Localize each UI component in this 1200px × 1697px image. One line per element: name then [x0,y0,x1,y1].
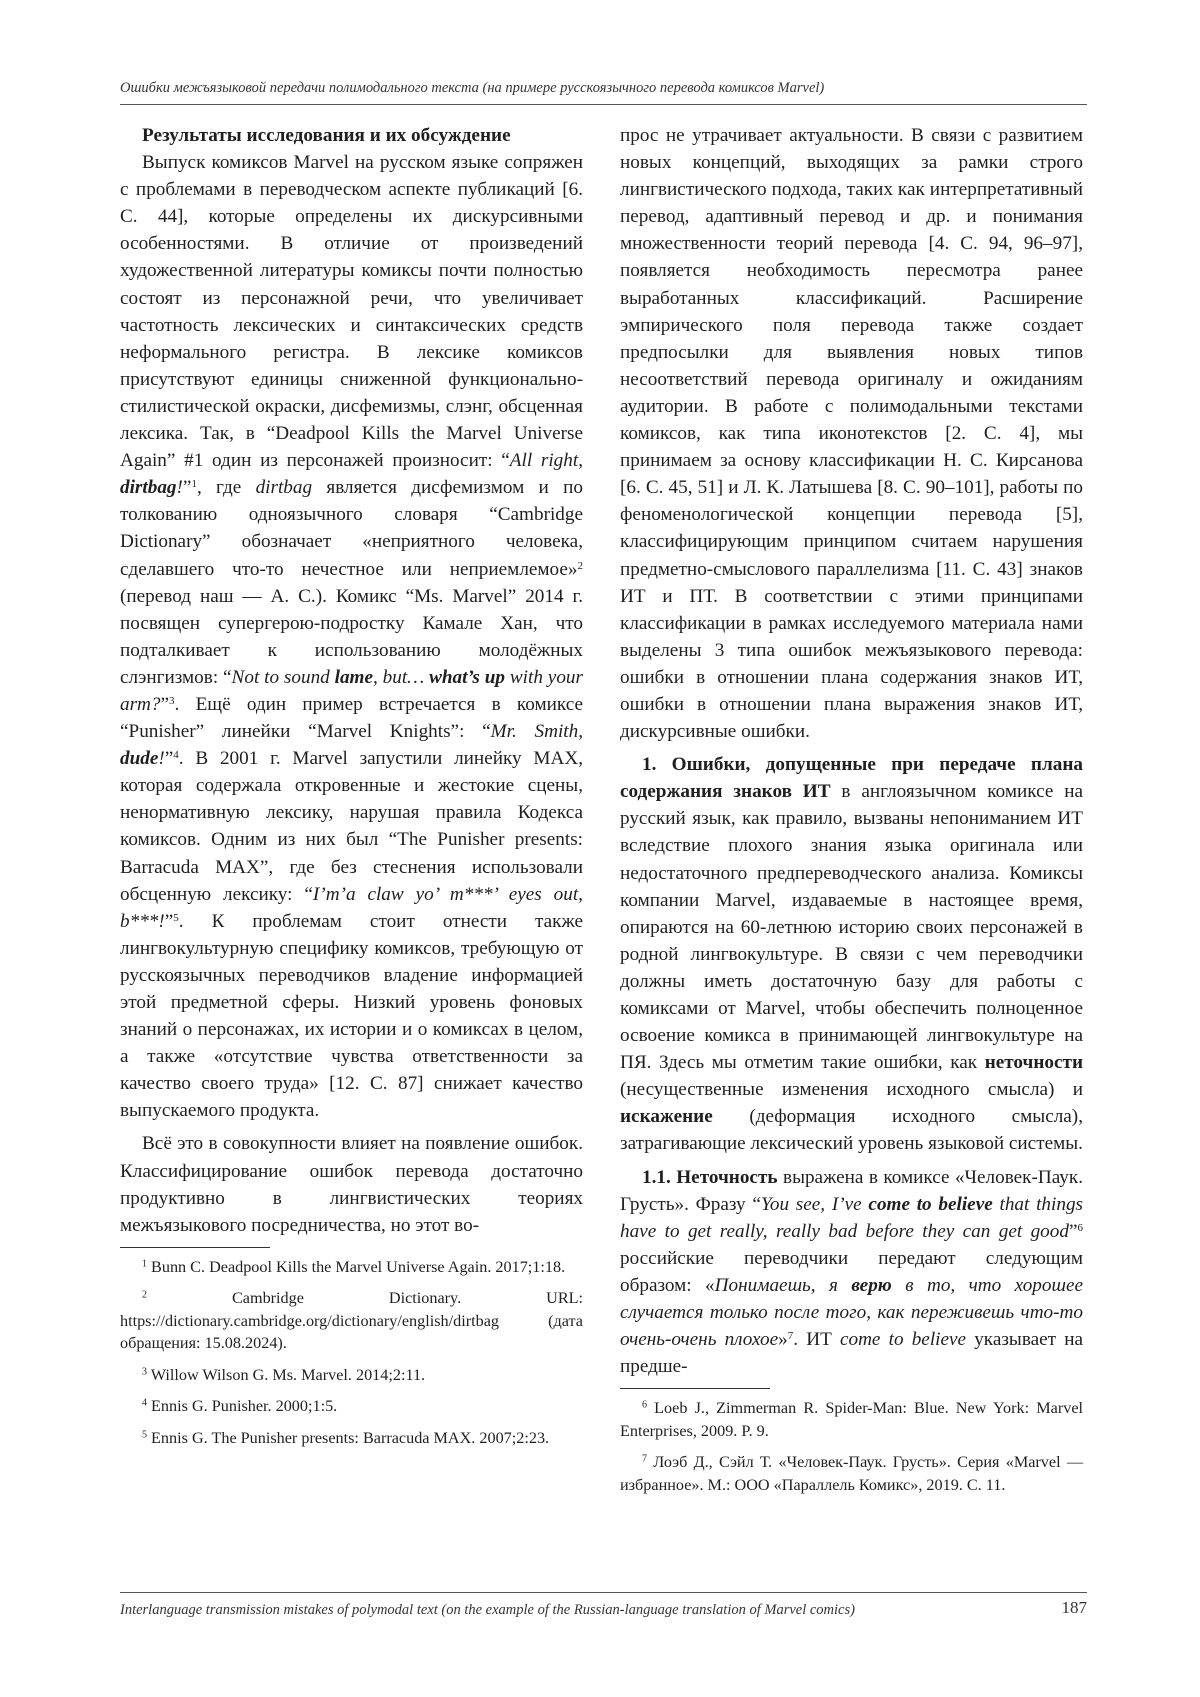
footnote-ref: 5 [173,911,179,924]
section-heading: Результаты исследования и их обсуждение [142,125,511,146]
header-rule [120,104,1087,105]
right-column [620,122,1083,1505]
footnote-rule [620,1388,770,1389]
footnote: $^5$ Ennis G. The Punisher presents: Barracuda MAX. 2007;2:23. [142,1428,550,1447]
footnote-ref: 6 [1077,1221,1083,1234]
footnote: $^6$ Loeb J., Zimmerman R. Spider-Man: Blue. New York: Marvel Enterprises, 2009. P. 9. [620,1399,1083,1440]
footnote-ref: 4 [173,749,179,762]
paragraph: 1. Ошибки, допущенные при передаче плана содержания знаков ИТ в англоязычном комиксе на русский язык, как правило, вызваны непониманием ИТ вследствие плохого знания языка оригинала или недостаточного предпереводческого анализа. Комиксы компании Marvel, издаваемые в настоящее время, опираются на 60-летнюю историю своих персонажей в родной лингвокультуре. В связи с чем переводчики должны иметь достаточную базу для работы с комиксами от Marvel, чтобы обеспечить полноценное освоение комикса в принимающей лингвокультуре на ПЯ. Здесь мы отметим такие ошибки, как неточности (несущественные изменения исходного смысла) и искажение (деформация исходного смысла), затрагивающие лексический уровень языковой системы. [620,754,1084,1155]
paragraph: Всё это в совокупности влияет на появление ошибок. Классифицирование ошибок перевода достаточно продуктивно в лингвистических теориях межъязыкового посредничества, но этот во- [120,1133,583,1236]
running-header: Ошибки межъязыковой передачи полимодального текста (на примере русскоязычного перевода комиксов Marvel) [120,80,825,96]
footnote: $^2$ Cambridge Dictionary. URL: https://dictionary.cambridge.org/dictionary/english/dirtbag (дата обращения: 15.08.2024). [120,1289,583,1353]
footnote-ref: 3 [169,694,175,707]
paragraph: прос не утрачивает актуальности. В связи с развитием новых концепций, выходящих за рамки строго лингвистического подхода, таких как интерпретативный перевод, адаптивный перевод и др. и понимания множественности теорий перевода [4. С. 94, 96–97], появляется необходимость пересмотра ранее выработанных классификаций. Расширение эмпирического поля перевода также создает предпосылки для выявления новых типов несоответствий перевода оригиналу и ожиданиям аудитории. В работе с полимодальными текстами комиксов, как типа иконотекстов [2. С. 4], мы принимаем за основу классификации Н. С. Кирсанова [6. С. 45, 51] и Л. К. Латышева [8. С. 90–101], работы по феноменологической концепции перевода [5], классифицирующим принципом считаем нарушения предметно-смыслового параллелизма [11. С. 43] знаков ИТ и ПТ. В соответствии с этими принципами классификации в рамках исследуемого материала нами выделены 3 типа ошибок межъязыкового перевода: ошибки в отношении плана содержания знаков ИТ, ошибки в отношении плана выражения знаков ИТ, дискурсивные ошибки. [620,125,1083,743]
footnote: $^7$ Лоэб Д., Сэйл Т. «Человек-Паук. Грусть». Серия «Marvel — избранное». М.: ООО «Параллель Комикс», 2019. С. 11. [620,1453,1084,1494]
running-footer: Interlanguage transmission mistakes of polymodal text (on the example of the Russian-language translation of Marvel comics) [120,1602,855,1618]
page-number: 187 [1061,1598,1087,1617]
footnote: $^1$ Bunn C. Deadpool Kills the Marvel Universe Again. 2017;1:18. [142,1257,566,1276]
paragraph: Выпуск комиксов Marvel на русском языке сопряжен с проблемами в переводческом аспекте публикаций [6. С. 44], которые определены их дискурсивными особенностями. В отличие от произведений художественной литературы комиксы почти полностью состоят из персонажной речи, что увеличивает частотность лексических и синтаксических средств неформального регистра. В лексике комиксов присутствуют единицы сниженной функционально-стилистической окраски, дисфемизмы, слэнг, обсценная лексика. Так, в “Deadpool Kills the Marvel Universe Again” #1 один из персонажей произносит: “All right, dirtbag!”$^1$, где dirtbag является дисфемизмом и по толкованию одноязычного словаря “Cambridge Dictionary” обозначает «неприятного человека, сделавшего что-то нечестное или неприемлемое»$^2$ (перевод наш — А. С.). Комикс “Ms. Marvel” 2014 г. посвящен супергерою-подростку Камале Хан, что подталкивает к использованию молодёжных слэнгизмов: “Not to sound lame, but… what’s up with your arm?”$^3$. Ещё один пример встречается в комиксе “Punisher” линейки “Marvel Knights”: “Mr. Smith, dude!”$^4$. В 2001 г. Marvel запустили линейку MAX, которая содержала откровенные и жестокие сцены, ненормативную лексику, нарушая правила Кодекса комиксов. Одним из них был “The Punisher presents: Barracuda MAX”, где без стеснения использовали обсценную лексику: “I’m’a claw yo’ m***’ eyes out, b***!”$^5$. К проблемам стоит отнести также лингвокультурную специфику комиксов, требующую от русскоязычных переводчиков владение информацией этой предметной сферы. Низкий уровень фоновых знаний о персонажах, их истории и о комиксах в целом, а также «отсутствие чувства ответственности за качество своего труда» [12. С. 87] снижает качество выпускаемого продукта. [120,152,584,1122]
left-column [120,122,583,1458]
footnote-ref: 1 [191,478,197,491]
footnote: $^3$ Willow Wilson G. Ms. Marvel. 2014;2:11. [142,1365,426,1384]
footnotes-right [620,1397,1083,1496]
footer-rule [120,1592,1087,1593]
footnote: $^4$ Ennis G. Punisher. 2000;1:5. [142,1397,338,1416]
footnotes-left [120,1256,583,1450]
paragraph: 1.1. Неточность выражена в комиксе «Человек-Паук. Грусть». Фразу “You see, I’ve come to believe that things have to get really, really bad before they can get good”$^6$ российские переводчики передают следующим образом: «Понимаешь, я верю в то, что хорошее случается только после того, как переживешь что-то очень-очень плохое»$^7$. ИТ come to believe указывает на предше- [620,1166,1084,1378]
footnote-ref: 2 [577,559,583,572]
footnote-rule [120,1247,270,1248]
footnote-ref: 7 [787,1330,794,1343]
